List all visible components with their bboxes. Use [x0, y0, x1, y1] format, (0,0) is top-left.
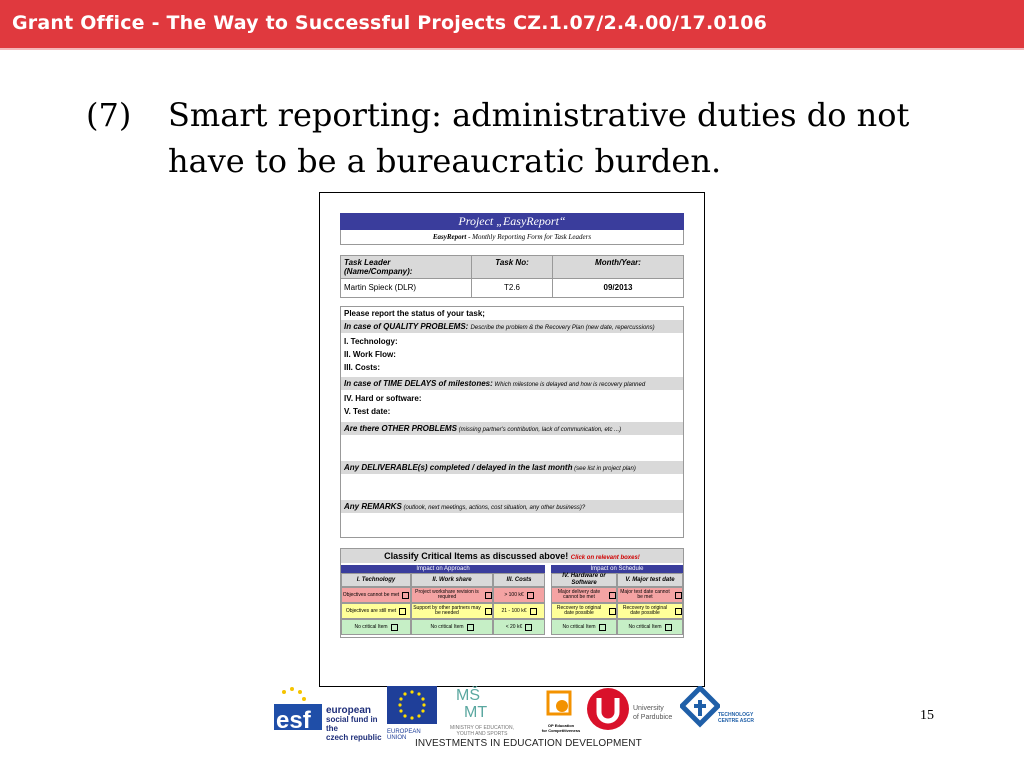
- checkbox[interactable]: [530, 608, 537, 615]
- op-line: OP Education: [547, 723, 575, 728]
- checkbox[interactable]: [599, 624, 606, 631]
- checkbox[interactable]: [609, 592, 616, 599]
- upce-line: University: [633, 705, 664, 712]
- remarks-header: Any REMARKS (outlook, next meetings, actions, cost situation, any other business)?: [341, 500, 683, 513]
- col-costs: III. Costs > 100 k€ 21 - 100 k€ < 20 k€: [493, 573, 545, 635]
- op-mark-icon: [544, 688, 574, 718]
- msmt-logo: [442, 684, 522, 736]
- deliverables-body: [341, 474, 683, 500]
- delays-header: In case of TIME DELAYS of milestones: Which milestone is delayed and how is recovery planned: [341, 377, 683, 390]
- esf-logo: [274, 686, 382, 742]
- checkbox[interactable]: [527, 592, 534, 599]
- slide-heading-text: Smart reporting: administrative duties do not have to be a bureaucratic burden.: [168, 96, 910, 180]
- esf-line: european: [326, 705, 372, 716]
- approach-band: Impact on Approach: [341, 565, 545, 573]
- tc-line: TECHNOLOGY: [718, 712, 754, 718]
- quality-header: In case of QUALITY PROBLEMS: Describe the problem & the Recovery Plan (new date, repercussions): [341, 320, 683, 333]
- remarks-note: (outlook, next meetings, actions, cost situation, any other business)?: [401, 505, 586, 511]
- value-month-year: 09/2013: [553, 279, 684, 298]
- quality-body: [341, 333, 683, 377]
- approach-block: [341, 565, 545, 630]
- cell[interactable]: Project workshare revision is required: [411, 587, 493, 603]
- form-subtitle-text: - Monthly Reporting Form for Task Leaders: [466, 233, 592, 241]
- tc-line: CENTRE ASCR: [718, 718, 754, 724]
- col-month-year: Month/Year:: [553, 256, 684, 279]
- form-project-title: Project „EasyReport“: [340, 213, 684, 230]
- quality-item: III. Costs:: [344, 363, 381, 372]
- other-problems-note: (missing partner's contribution, lack of communication, etc ...): [456, 427, 622, 433]
- tc-mark-icon: [680, 686, 720, 730]
- delays-item: V. Test date:: [344, 407, 391, 416]
- eu-label: EUROPEAN UNION: [387, 729, 421, 741]
- classify-section: [340, 548, 684, 638]
- msmt-mark-icon: [452, 684, 512, 720]
- status-prompt: Please report the status of your task;: [344, 309, 485, 318]
- col-task-leader-sub: (Name/Company):: [344, 267, 413, 276]
- cell[interactable]: No critical Item: [411, 619, 493, 635]
- eu-logo: [387, 686, 439, 741]
- schedule-band: Impact on Schedule: [551, 565, 683, 573]
- cell[interactable]: No critical Item: [551, 619, 617, 635]
- remarks-body: [341, 513, 683, 537]
- checkbox[interactable]: [402, 592, 409, 599]
- report-form-image: [319, 192, 705, 687]
- col-work-share: II. Work share Project workshare revision is required Support by other partners may be needed No critical Item: [411, 573, 493, 635]
- upce-logo: [586, 686, 676, 736]
- checkbox[interactable]: [399, 608, 406, 615]
- op-line: for Competitiveness: [541, 728, 581, 733]
- deliverables-header: Any DELIVERABLE(s) completed / delayed in the last month (see list in project plan): [341, 461, 683, 474]
- checkbox[interactable]: [525, 624, 532, 631]
- svg-text:MŠ: MŠ: [456, 687, 480, 704]
- upce-line: of Pardubice: [633, 714, 673, 721]
- form-subtitle-brand: EasyReport: [432, 233, 467, 241]
- value-task-leader: Martin Spieck (DLR): [341, 279, 472, 298]
- checkbox[interactable]: [485, 608, 492, 615]
- other-problems-body: [341, 435, 683, 461]
- cell[interactable]: Support by other partners may be needed: [411, 603, 493, 619]
- esf-mark-icon: [274, 686, 324, 732]
- other-problems-header: Are there OTHER PROBLEMS (missing partner's contribution, lack of communication, etc ...): [341, 422, 683, 435]
- op-logo: [538, 688, 584, 738]
- cell[interactable]: 21 - 100 k€: [493, 603, 545, 619]
- task-info-table: [340, 255, 684, 298]
- delays-body: [341, 390, 683, 422]
- cell[interactable]: No critical Item: [617, 619, 683, 635]
- col-technology: I. Technology Objectives cannot be met Objectives are still met No critical Item: [341, 573, 411, 635]
- header-bar: [0, 0, 1024, 48]
- cell[interactable]: Objectives are still met: [341, 603, 411, 619]
- cell[interactable]: < 20 k€: [493, 619, 545, 635]
- svg-text:MT: MT: [464, 704, 488, 720]
- checkbox[interactable]: [675, 592, 682, 599]
- delays-note: Which milestone is delayed and how is recovery planned: [492, 382, 646, 388]
- checkbox[interactable]: [467, 624, 474, 631]
- footer-caption: INVESTMENTS IN EDUCATION DEVELOPMENT: [415, 738, 642, 749]
- form-subtitle: [340, 230, 684, 245]
- msmt-line: YOUTH AND SPORTS: [456, 731, 508, 737]
- cell[interactable]: Recovery to original date possible: [551, 603, 617, 619]
- checkbox[interactable]: [609, 608, 616, 615]
- classify-click-note: Click on relevant boxes!: [570, 555, 640, 561]
- col-task-leader: Task Leader (Name/Company):: [341, 256, 472, 279]
- quality-item: II. Work Flow:: [344, 350, 396, 359]
- classify-title: Classify Critical Items as discussed above! Click on relevant boxes!: [341, 549, 683, 563]
- msmt-line: MINISTRY OF EDUCATION,: [450, 725, 514, 731]
- svg-text:esf: esf: [276, 707, 311, 732]
- status-section: [340, 306, 684, 538]
- checkbox[interactable]: [391, 624, 398, 631]
- cell[interactable]: > 100 k€: [493, 587, 545, 603]
- cell[interactable]: Major delivery date cannot be met: [551, 587, 617, 603]
- deliverables-note: (see list in project plan): [572, 466, 636, 472]
- checkbox[interactable]: [485, 592, 492, 599]
- quality-note: Describe the problem & the Recovery Plan (new date, repercussions): [470, 325, 655, 331]
- upce-mark-icon: [586, 686, 630, 732]
- eu-flag-icon: [387, 686, 437, 724]
- esf-line: czech republic: [326, 733, 382, 742]
- value-task-no: T2.6: [472, 279, 553, 298]
- cell[interactable]: Objectives cannot be met: [341, 587, 411, 603]
- cell[interactable]: Recovery to original date possible: [617, 603, 683, 619]
- col-hardware: IV. Hardware or Software Major delivery date cannot be met Recovery to original date possible No critical Item: [551, 573, 617, 635]
- header-title: Grant Office - The Way to Successful Projects CZ.1.07/2.4.00/17.0106: [12, 12, 768, 34]
- tc-logo: [680, 686, 762, 736]
- col-test-date: V. Major test date Major test date cannot be met Recovery to original date possible No critical Item: [617, 573, 683, 635]
- cell[interactable]: No critical Item: [341, 619, 411, 635]
- esf-line: social fund in the: [326, 715, 378, 733]
- cell[interactable]: Major test date cannot be met: [617, 587, 683, 603]
- checkbox[interactable]: [665, 624, 672, 631]
- quality-item: I. Technology:: [344, 337, 398, 346]
- col-task-no: Task No:: [472, 256, 553, 279]
- checkbox[interactable]: [675, 608, 682, 615]
- report-form: [340, 213, 684, 638]
- delays-item: IV. Hard or software:: [344, 394, 422, 403]
- header-divider: [0, 48, 1024, 50]
- slide-item-number: (7): [86, 96, 132, 134]
- schedule-block: [551, 565, 683, 630]
- page-number: 15: [920, 708, 934, 723]
- classify-grid: [341, 563, 683, 637]
